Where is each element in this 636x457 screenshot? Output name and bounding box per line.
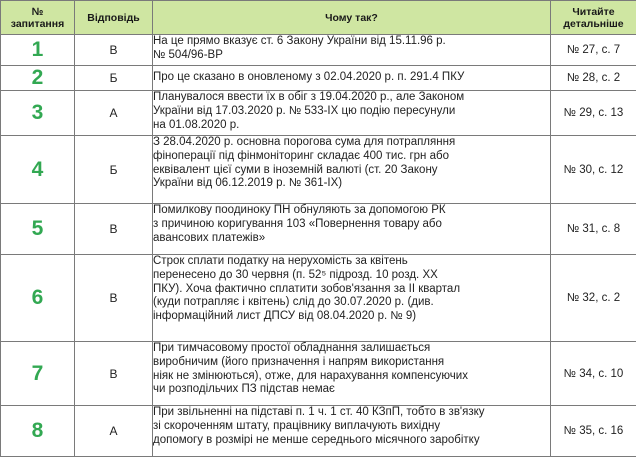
question-number: 3 [1,91,75,136]
header-answer: Відповідь [75,1,153,35]
reference-text: № 31, с. 8 [551,204,636,255]
table-row [1,66,636,91]
answer-letter: В [75,204,153,255]
table-row [1,342,636,406]
explanation-text: З 28.04.2020 р. основна порогова сума для потрапляння фіноперації під фінмоніторинг складає 400 тис. грн або еквівалент цієї суми в іноземній валюті (ст. 20 Закону України від 06.12.2019 р. № 361-IX) [153,136,551,204]
explanation-text: Помилкову поодиноку ПН обнуляють за допомогою РК з причиною коригування 103 «Повернення товару або авансових платежів» [153,204,551,255]
answer-letter: Б [75,136,153,204]
reference-text: № 28, с. 2 [551,66,636,91]
table-row [1,35,636,66]
answer-letter: В [75,255,153,342]
explanation-text: Планувалося ввести їх в обіг з 19.04.2020 р., але Законом України від 17.03.2020 р. № 533-IX цю подію пересунули на 01.08.2020 р. [153,91,551,136]
question-number: 7 [1,342,75,406]
explanation-text: Строк сплати податку на нерухомість за квітень перенесено до 30 червня (п. 52⁵ підрозд. 10 розд. XX ПКУ). Хоча фактично сплатити зобов'язання за II квартал (куди потрапляє і квітень) слід до 30.07.2020 р. (див. інформаційний лист ДПСУ від 08.04.2020 р. № 9) [153,255,551,342]
question-number: 8 [1,406,75,457]
reference-text: № 29, с. 13 [551,91,636,136]
table-header-row [1,1,636,35]
question-number: 1 [1,35,75,66]
table-row [1,406,636,457]
reference-text: № 32, с. 2 [551,255,636,342]
question-number: 4 [1,136,75,204]
explanation-text: При звільненні на підставі п. 1 ч. 1 ст. 40 КЗпП, тобто в зв'язку зі скороченням штату, працівнику виплачують вихідну допомогу в розмірі не менше середнього місячного заробітку [153,406,551,457]
table-row [1,91,636,136]
question-number: 2 [1,66,75,91]
explanation-text: При тимчасовому простої обладнання залишається виробничим (його призначення і напрям використання ніяк не змінюються), отже, для нарахування компенсуючих чи розподільчих ПЗ підстав немає [153,342,551,406]
table-row [1,204,636,255]
answer-letter: А [75,406,153,457]
answer-letter: В [75,35,153,66]
header-why: Чому так? [153,1,551,35]
header-number: № запитання [1,1,75,35]
explanation-text: На це прямо вказує ст. 6 Закону України від 15.11.96 р. № 504/96-ВР [153,35,551,66]
reference-text: № 27, с. 7 [551,35,636,66]
table-row [1,255,636,342]
explanation-text: Про це сказано в оновленому з 02.04.2020 р. п. 291.4 ПКУ [153,66,551,91]
header-read-more: Читайте детальніше [551,1,636,35]
answer-letter: А [75,91,153,136]
table-row [1,136,636,204]
answer-letter: Б [75,66,153,91]
question-number: 6 [1,255,75,342]
question-number: 5 [1,204,75,255]
answer-letter: В [75,342,153,406]
reference-text: № 35, с. 16 [551,406,636,457]
reference-text: № 30, с. 12 [551,136,636,204]
reference-text: № 34, с. 10 [551,342,636,406]
